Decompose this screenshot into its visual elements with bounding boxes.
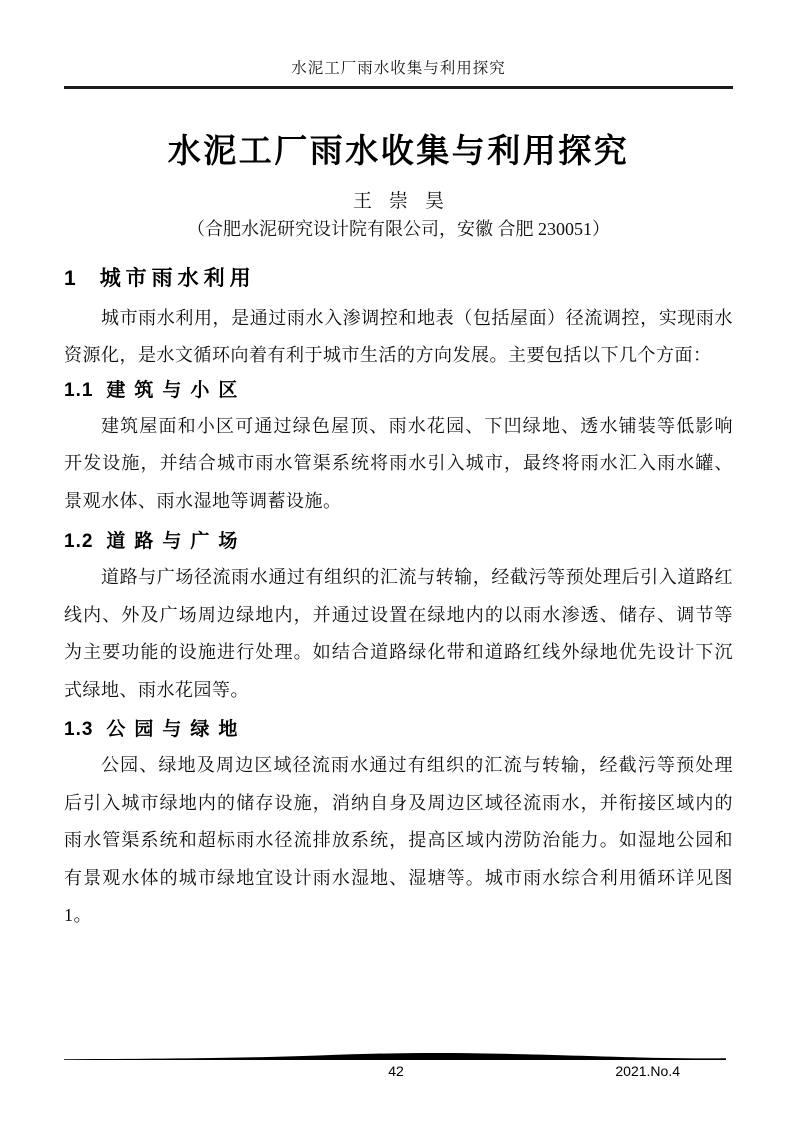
subsection-heading-1-2 bbox=[64, 529, 733, 555]
paragraph-line: 建筑屋面和小区可通过绿色屋顶、雨水花园、下凹绿地、透水铺装等低影响 bbox=[101, 415, 733, 436]
paragraph-line: 道路与广场径流雨水通过有组织的汇流与转输，经截污等预处理后引入道路红 bbox=[101, 567, 733, 587]
issue-number: 2021.No.4 bbox=[615, 1063, 680, 1079]
intro-paragraph bbox=[64, 300, 733, 375]
paragraph-line: 开发设施，并结合城市雨水管渠系统将雨水引入城市，最终将雨水汇入雨水罐、 bbox=[64, 453, 733, 473]
paragraph-line: 城市雨水利用，是通过雨水入渗调控和地表（包括屋面）径流调控，实现雨水 bbox=[101, 307, 733, 328]
running-header: 水泥工厂雨水收集与利用探究 bbox=[291, 60, 506, 77]
subsection-heading-1-3 bbox=[64, 717, 733, 743]
paragraph-line: 公园、绿地及周边区域径流雨水通过有组织的汇流与转输，经截污等预处理 bbox=[101, 755, 733, 775]
paragraph-line: 式绿地、雨水花园等。 bbox=[64, 679, 249, 700]
author-name: 王崇昊 bbox=[352, 190, 461, 212]
subsection-paragraph-1-2 bbox=[64, 559, 733, 709]
paragraph-line: 资源化，是水文循环向着有利于城市生活的方向发展。主要包括以下几个方面： bbox=[64, 345, 712, 365]
section-heading-1 bbox=[64, 265, 733, 293]
article-title: 水泥工厂雨水收集与利用探究 bbox=[167, 131, 630, 169]
header-rule bbox=[64, 86, 733, 89]
paragraph-line: 有景观水体的城市绿地宜设计雨水湿地、湿塘等。城市雨水综合利用循环详见图 bbox=[64, 867, 733, 888]
subsection-paragraph-1-1 bbox=[64, 408, 733, 521]
paragraph-line: 1。 bbox=[64, 905, 92, 925]
section-number: 1 bbox=[64, 266, 76, 290]
subsection-title: 建筑与小区 bbox=[106, 379, 247, 401]
page-footer bbox=[64, 1052, 728, 1081]
subsection-number: 1.3 bbox=[64, 719, 94, 740]
paragraph-line: 为主要功能的设施进行处理。如结合道路绿化带和道路红线外绿地优先设计下沉 bbox=[64, 642, 733, 662]
paragraph-line: 后引入城市绿地内的储存设施，消纳自身及周边区域径流雨水，并衔接区域内的 bbox=[64, 792, 733, 813]
subsection-heading-1-1 bbox=[64, 378, 733, 404]
author-affiliation: （合肥水泥研究设计院有限公司，安徽 合肥 230051） bbox=[187, 218, 610, 239]
subsection-title: 道路与广场 bbox=[106, 531, 247, 552]
footer-text-row bbox=[64, 1061, 728, 1081]
subsection-number: 1.1 bbox=[64, 379, 94, 401]
paragraph-line: 线内、外及广场周边绿地内，并通过设置在绿地内的以雨水渗透、储存、调节等 bbox=[64, 604, 733, 625]
paragraph-line: 景观水体、雨水湿地等调蓄设施。 bbox=[64, 490, 342, 511]
paragraph-line: 雨水管渠系统和超标雨水径流排放系统，提高区域内涝防治能力。如湿地公园和 bbox=[64, 830, 733, 850]
section-title: 城市雨水利用 bbox=[99, 266, 256, 290]
subsection-paragraph-1-3 bbox=[64, 747, 733, 935]
subsection-title: 公园与绿地 bbox=[106, 719, 247, 740]
footer-tapered-rule bbox=[64, 1052, 726, 1060]
page-number: 42 bbox=[388, 1063, 404, 1079]
subsection-number: 1.2 bbox=[64, 531, 94, 552]
